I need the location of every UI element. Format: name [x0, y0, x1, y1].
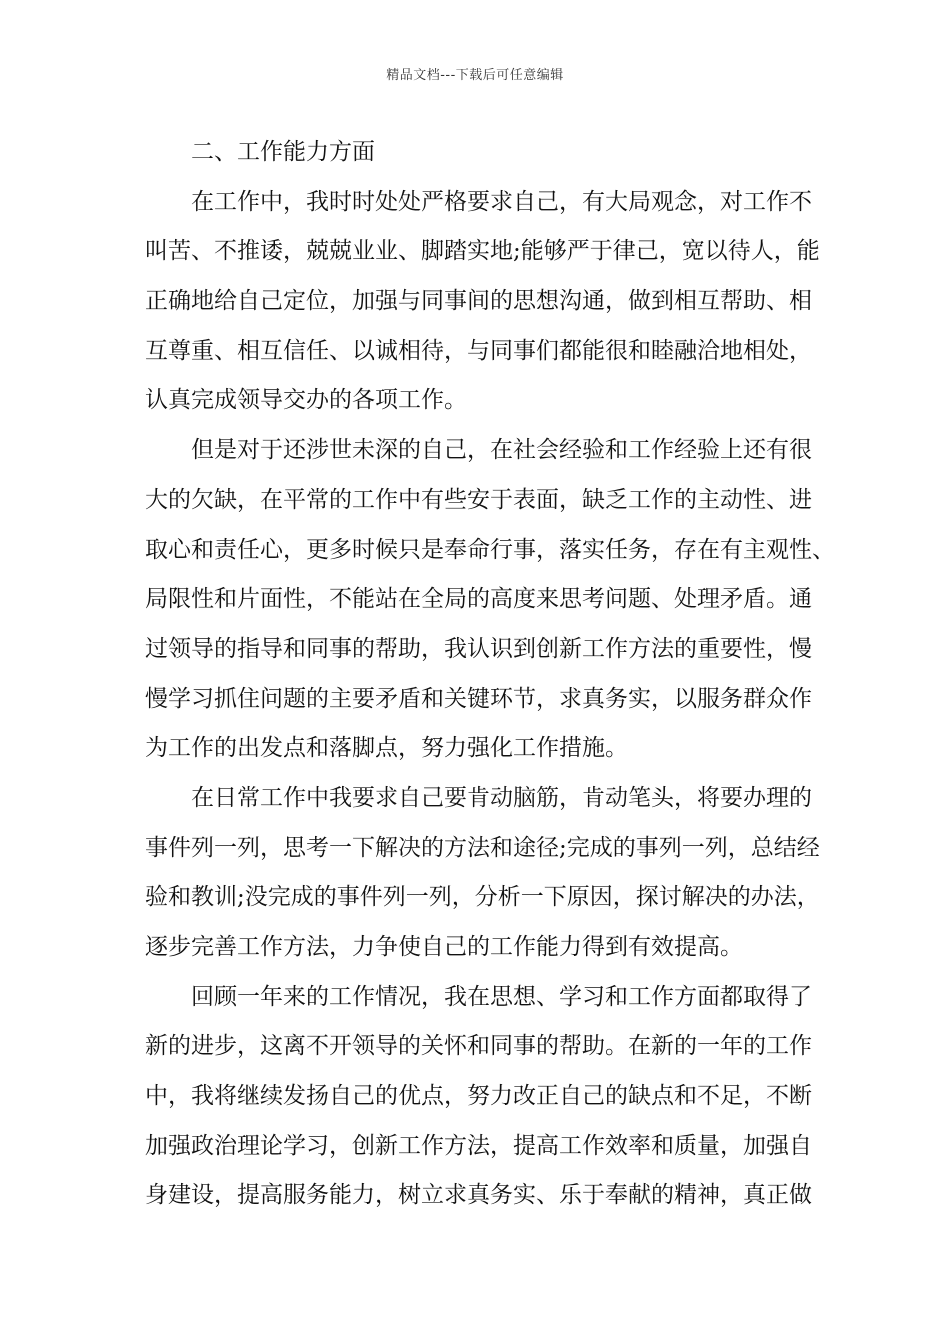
section-heading: 二、工作能力方面 [191, 139, 375, 165]
paragraph-3-line-1: 在日常工作中我要求自己要肯动脑筋，肯动笔头，将要办理的 [191, 784, 812, 811]
paragraph-1-line-1: 在工作中，我时时处处严格要求自己，有大局观念，对工作不 [191, 188, 812, 215]
paragraph-2-line-1: 但是对于还涉世未深的自己，在社会经验和工作经验上还有很 [191, 437, 812, 464]
paragraph-2-line-7: 为工作的出发点和落脚点，努力强化工作措施。 [145, 735, 628, 762]
paragraph-2-line-5: 过领导的指导和同事的帮助，我认识到创新工作方法的重要性，慢 [145, 635, 812, 662]
document-body [145, 128, 835, 1221]
paragraph-2-line-2: 大的欠缺，在平常的工作中有些安于表面，缺乏工作的主动性、进 [145, 486, 812, 513]
paragraph-1-line-4: 互尊重、相互信任、以诚相待，与同事们都能很和睦融洽地相处， [145, 337, 812, 364]
paragraph-4-line-5: 身建设，提高服务能力，树立求真务实、乐于奉献的精神，真正做 [145, 1182, 812, 1209]
paragraph-1-line-2: 叫苦、不推诿，兢兢业业、脚踏实地;能够严于律己，宽以待人，能 [145, 238, 820, 265]
paragraph-4-line-4: 加强政治理论学习，创新工作方法，提高工作效率和质量，加强自 [145, 1132, 812, 1159]
paragraph-1-line-5: 认真完成领导交办的各项工作。 [145, 387, 467, 414]
paragraph-1-line-3: 正确地给自己定位，加强与同事间的思想沟通，做到相互帮助、相 [145, 288, 812, 315]
paragraph-3-line-3: 验和教训;没完成的事件列一列，分析一下原因，探讨解决的办法， [145, 884, 820, 911]
paragraph-3-line-2: 事件列一列，思考一下解决的方法和途径;完成的事列一列，总结经 [145, 834, 820, 861]
paragraph-3-line-4: 逐步完善工作方法，力争使自己的工作能力得到有效提高。 [145, 934, 743, 960]
paragraph-2-line-6: 慢学习抓住问题的主要矛盾和关键环节，求真务实，以服务群众作 [145, 685, 812, 712]
page-header-watermark: 精品文档---下载后可任意编辑 [386, 68, 564, 83]
paragraph-2-line-3: 取心和责任心，更多时候只是奉命行事，落实任务，存在有主观性、 [145, 536, 835, 563]
paragraph-2-line-4: 局限性和片面性，不能站在全局的高度来思考问题、处理矛盾。通 [145, 586, 812, 613]
paragraph-4-line-3: 中，我将继续发扬自己的优点，努力改正自己的缺点和不足，不断 [145, 1083, 812, 1110]
paragraph-4-line-2: 新的进步，这离不开领导的关怀和同事的帮助。在新的一年的工作 [145, 1033, 812, 1060]
paragraph-4-line-1: 回顾一年来的工作情况，我在思想、学习和工作方面都取得了 [191, 983, 812, 1010]
